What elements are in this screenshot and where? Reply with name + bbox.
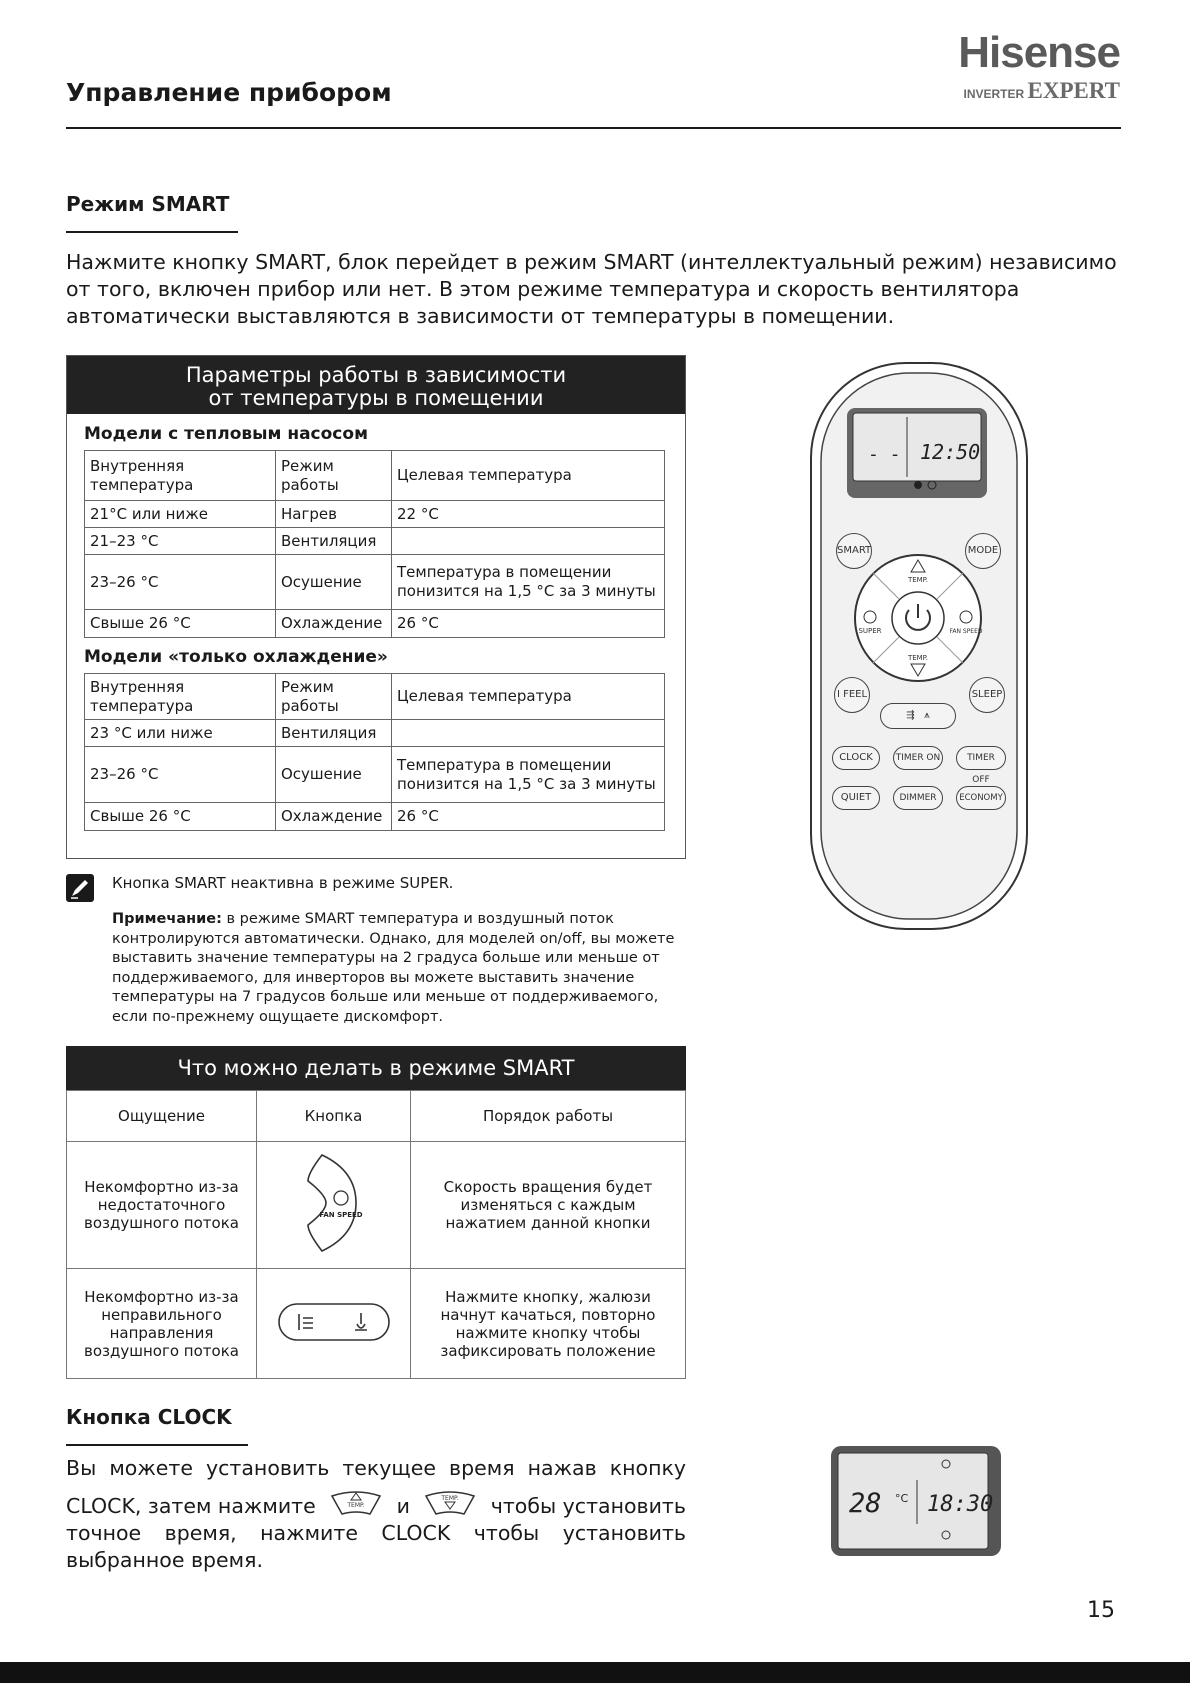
remote-display-time: 12:50 bbox=[920, 440, 981, 464]
display-time: 18:30 bbox=[927, 1492, 994, 1517]
table-row bbox=[85, 747, 665, 803]
table-cell: Температура в помещении понизится на 1,5 °С за 3 минуты bbox=[392, 555, 665, 610]
clock-button[interactable]: CLOCK bbox=[832, 746, 880, 770]
swing-button[interactable] bbox=[880, 703, 956, 729]
sleep-button[interactable]: SLEEP bbox=[969, 677, 1005, 713]
table-cell: Температура в помещении понизится на 1,5 °С за 3 минуты bbox=[392, 747, 665, 803]
remote-display-left: - - bbox=[868, 444, 901, 465]
note-remark-label: Примечание: bbox=[112, 911, 222, 927]
table-cell: Скорость вращения будет изменяться с каждым нажатием данной кнопки bbox=[411, 1142, 686, 1269]
heatpump-table bbox=[84, 450, 665, 638]
table-header-cell: Внутренняя температура bbox=[85, 451, 276, 501]
temp-down-button-icon bbox=[424, 1486, 476, 1520]
clock-line1: Вы можете установить текущее время нажав кнопку bbox=[66, 1456, 686, 1480]
table-cell: Свыше 26 °C bbox=[85, 803, 276, 831]
params-panel-title bbox=[67, 356, 685, 414]
timer-on-button[interactable]: TIMER ON bbox=[893, 746, 943, 770]
note-remark bbox=[112, 910, 692, 1027]
page-title: Управление прибором bbox=[66, 78, 392, 107]
table-row bbox=[85, 720, 665, 747]
fanspeed-button-icon bbox=[304, 1151, 364, 1255]
table-header-cell: Целевая температура bbox=[392, 674, 665, 720]
clock-line3: точное время, нажмите CLOCK чтобы установить выбранное время. bbox=[66, 1521, 686, 1572]
table-cell: Осушение bbox=[276, 747, 392, 803]
economy-button[interactable]: ECONOMY bbox=[956, 786, 1006, 810]
clock-line2c: чтобы установить bbox=[490, 1494, 686, 1518]
swing-button-icon bbox=[277, 1302, 391, 1342]
page-number: 15 bbox=[1087, 1598, 1115, 1623]
smart-table-panel bbox=[66, 1046, 686, 1379]
svg-text:TEMP.: TEMP. bbox=[347, 1502, 365, 1509]
params-title-line1: Параметры работы в зависимости bbox=[185, 363, 567, 387]
table-cell: Некомфортно из-за недостаточного воздушного потока bbox=[67, 1142, 257, 1269]
clock-display-illustration bbox=[829, 1444, 1003, 1558]
table-cell: 26 °C bbox=[392, 610, 665, 638]
table-header-cell: Кнопка bbox=[257, 1091, 411, 1142]
table-header-cell: Ощущение bbox=[67, 1091, 257, 1142]
table-cell: Охлаждение bbox=[276, 803, 392, 831]
remote-control-illustration bbox=[808, 360, 1030, 932]
clock-heading-rule bbox=[66, 1444, 248, 1446]
params-title-line2: от температуры в помещении bbox=[208, 386, 544, 410]
table-cell: 23 °C или ниже bbox=[85, 720, 276, 747]
table-row bbox=[85, 501, 665, 528]
fanspeed-label: FAN SPEED bbox=[949, 628, 983, 635]
table-header-cell: Внутренняя температура bbox=[85, 674, 276, 720]
table-cell: Свыше 26 °C bbox=[85, 610, 276, 638]
swing-vertical-icon: ⩚ bbox=[924, 710, 930, 721]
smart-button[interactable]: SMART bbox=[836, 533, 872, 569]
smart-table bbox=[66, 1090, 686, 1379]
table-cell: 22 °C bbox=[392, 501, 665, 528]
dimmer-button[interactable]: DIMMER bbox=[893, 786, 943, 810]
table-cell: 21–23 °C bbox=[85, 528, 276, 555]
table-row bbox=[85, 528, 665, 555]
table-cell: Некомфортно из-за неправильного направления воздушного потока bbox=[67, 1269, 257, 1379]
fanspeed-button-cell bbox=[257, 1142, 411, 1269]
cooling-table bbox=[84, 673, 665, 831]
clock-line2a: CLOCK, затем нажмите bbox=[66, 1494, 316, 1518]
table-cell: 26 °C bbox=[392, 803, 665, 831]
quiet-button[interactable]: QUIET bbox=[832, 786, 880, 810]
table-row bbox=[67, 1269, 686, 1379]
heatpump-heading: Модели с тепловым насосом bbox=[84, 424, 368, 444]
smart-intro: Нажмите кнопку SMART, блок перейдет в режим SMART (интеллектуальный режим) независимо от того, включен прибор или нет. В этом режиме температура и скорость вентилятора автоматически выставляются в зависимости от температуры в помещении. bbox=[66, 250, 1117, 328]
table-row bbox=[85, 803, 665, 831]
bottom-bar bbox=[0, 1662, 1190, 1683]
note-pencil-icon bbox=[66, 874, 94, 902]
table-cell: 23–26 °C bbox=[85, 747, 276, 803]
table-cell: Вентиляция bbox=[276, 528, 392, 555]
ifeel-button[interactable]: I FEEL bbox=[834, 677, 870, 713]
table-header-cell: Режим работы bbox=[276, 674, 392, 720]
note-remark-text: в режиме SMART температура и воздушный поток контролируются автоматически. Однако, для моделей on/off, вы можете выставить значение температуры на 2 градуса больше или меньше от поддерживаемого, для инверторов вы можете выставить значение температуры на 7 градусов больше или меньше от поддерживаемого, если по-прежнему ощущаете дискомфорт. bbox=[112, 911, 675, 1025]
smart-heading: Режим SMART bbox=[66, 192, 230, 216]
swing-button-cell bbox=[257, 1269, 411, 1379]
table-cell bbox=[392, 528, 665, 555]
table-header-cell: Целевая температура bbox=[392, 451, 665, 501]
smart-heading-rule bbox=[66, 231, 238, 233]
table-cell bbox=[392, 720, 665, 747]
remote-indicator-icon bbox=[914, 481, 922, 489]
fanspeed-button-label: FAN SPEED bbox=[318, 1211, 363, 1219]
header-divider bbox=[66, 127, 1121, 129]
clock-text bbox=[66, 1455, 686, 1574]
brand-inverter: INVERTER bbox=[963, 87, 1025, 101]
table-cell: 21°C или ниже bbox=[85, 501, 276, 528]
svg-text:TEMP.: TEMP. bbox=[441, 1495, 459, 1502]
mode-button[interactable]: MODE bbox=[965, 533, 1001, 569]
timer-off-button[interactable]: TIMER OFF bbox=[956, 746, 1006, 770]
clock-line2b: и bbox=[396, 1494, 410, 1518]
table-header-cell: Порядок работы bbox=[411, 1091, 686, 1142]
clock-heading: Кнопка CLOCK bbox=[66, 1405, 232, 1429]
temp-up-label: TEMP. bbox=[907, 576, 929, 584]
table-row bbox=[85, 610, 665, 638]
cooling-heading: Модели «только охлаждение» bbox=[84, 647, 388, 667]
display-temperature: 28 bbox=[849, 1488, 882, 1519]
table-row bbox=[85, 555, 665, 610]
brand-logo: Hisense bbox=[958, 28, 1120, 77]
brand-sublogo bbox=[963, 78, 1120, 104]
display-unit: °C bbox=[895, 1492, 909, 1505]
params-panel bbox=[66, 355, 686, 859]
temp-down-label: TEMP. bbox=[907, 654, 929, 662]
table-cell: Нагрев bbox=[276, 501, 392, 528]
table-row bbox=[67, 1142, 686, 1269]
table-cell: Осушение bbox=[276, 555, 392, 610]
table-cell: Вентиляция bbox=[276, 720, 392, 747]
table-header-cell: Режим работы bbox=[276, 451, 392, 501]
table-cell: Нажмите кнопку, жалюзи начнут качаться, повторно нажмите кнопку чтобы зафиксировать положение bbox=[411, 1269, 686, 1379]
super-label: SUPER bbox=[858, 627, 882, 635]
table-cell: 23–26 °C bbox=[85, 555, 276, 610]
temp-up-button-icon bbox=[330, 1486, 382, 1520]
table-cell: Охлаждение bbox=[276, 610, 392, 638]
smart-table-title: Что можно делать в режиме SMART bbox=[66, 1046, 686, 1090]
swing-horizontal-icon: ⇶ bbox=[906, 710, 915, 721]
brand-expert: EXPERT bbox=[1027, 78, 1120, 103]
note-smart-inactive: Кнопка SMART неактивна в режиме SUPER. bbox=[112, 874, 454, 892]
